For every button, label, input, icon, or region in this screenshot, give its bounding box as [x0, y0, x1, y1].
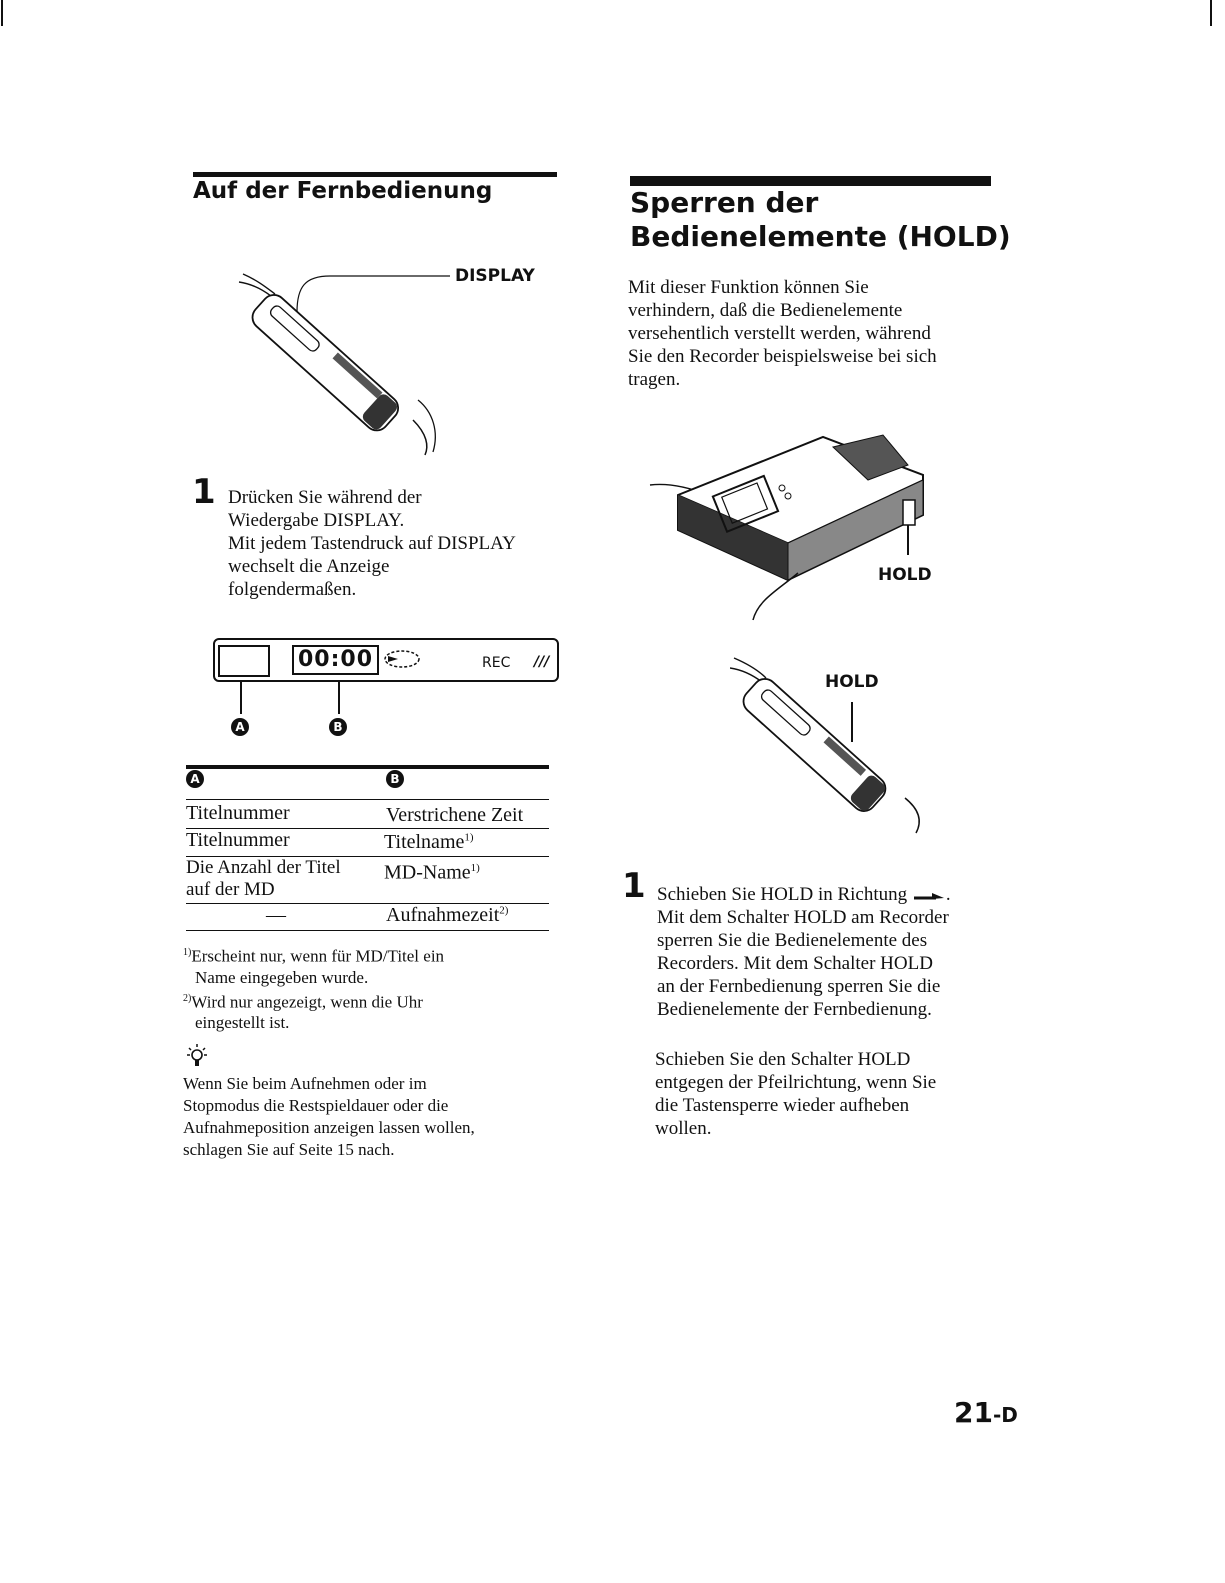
right-intro-text: Mit dieser Funktion können Sie verhindern, daß die Bedienelemente versehentlich verstellt werden, während Sie den Recorder beispielsweise bei sich tragen.	[628, 277, 937, 390]
table-top-rule	[186, 765, 549, 769]
table-row: Titelnummer Titelname$^{1)}$	[186, 829, 549, 857]
left-edge-mark	[1, 0, 3, 26]
right-step-number: 1	[622, 866, 646, 906]
arrow-right-icon	[912, 890, 946, 902]
battery-icon: ///	[534, 654, 550, 670]
table-row: Die Anzahl der Titel auf der MD MD-Name$^{1)}$	[186, 857, 549, 904]
lcd-leader-b	[338, 680, 340, 714]
lcd-rec: REC	[482, 655, 511, 671]
recorder-illustration	[648, 425, 948, 625]
right-heading: Sperren der Bedienelemente (HOLD)	[630, 186, 1011, 253]
left-heading: Auf der Fernbedienung	[193, 178, 493, 204]
table-row: — Aufnahmezeit$^{2)}$	[186, 904, 549, 931]
table-head-b: B	[386, 770, 404, 788]
lightbulb-tip-icon	[186, 1043, 208, 1069]
right-step-text: Schieben Sie HOLD in Richtung . Mit dem Schalter HOLD am Recorder sperren Sie die Bedienelemente des Recorders. Mit dem Schalter HOLD an der Fernbedienung sperren Sie die Bedienelemente der Fernbedienung.	[657, 884, 951, 1020]
lcd-time: 00:00	[292, 645, 379, 675]
marker-b: B	[329, 718, 347, 736]
footnotes: $^{1)}$Erscheint nur, wenn für MD/Titel ein Name eingegeben wurde. $^{2)}$Wird nur angezeigt, wenn die Uhr eingestellt ist.	[183, 946, 445, 1033]
remote-display-illustration	[235, 262, 565, 457]
table-head-rule	[186, 799, 549, 800]
remote-hold-label: HOLD	[825, 672, 879, 692]
page-number: 21-D	[954, 1396, 1018, 1429]
lcd-leader-a	[240, 680, 242, 714]
lcd-track-box	[218, 645, 270, 677]
right-heading-rule	[630, 176, 991, 186]
recorder-hold-label: HOLD	[878, 565, 932, 585]
tip-text: Wenn Sie beim Aufnehmen oder im Stopmodus die Restspieldauer oder die Aufnahmeposition anzeigen lassen wollen, schlagen Sie auf Seite 15 nach.	[183, 1074, 475, 1159]
disc-icon	[382, 648, 422, 670]
left-step-number: 1	[192, 472, 216, 512]
table-head-a: A	[186, 770, 204, 788]
table-row: Titelnummer Verstrichene Zeit	[186, 802, 549, 829]
left-heading-rule	[193, 172, 557, 177]
left-step-text: Drücken Sie während der Wiedergabe DISPLAY. Mit jedem Tastendruck auf DISPLAY wechselt die Anzeige folgendermaßen.	[228, 487, 516, 600]
display-callout-label: DISPLAY	[455, 266, 535, 286]
marker-a: A	[231, 718, 249, 736]
right-edge-mark	[1210, 0, 1212, 26]
right-release-text: Schieben Sie den Schalter HOLD entgegen der Pfeilrichtung, wenn Sie die Tastensperre wieder aufheben wollen.	[655, 1049, 937, 1139]
